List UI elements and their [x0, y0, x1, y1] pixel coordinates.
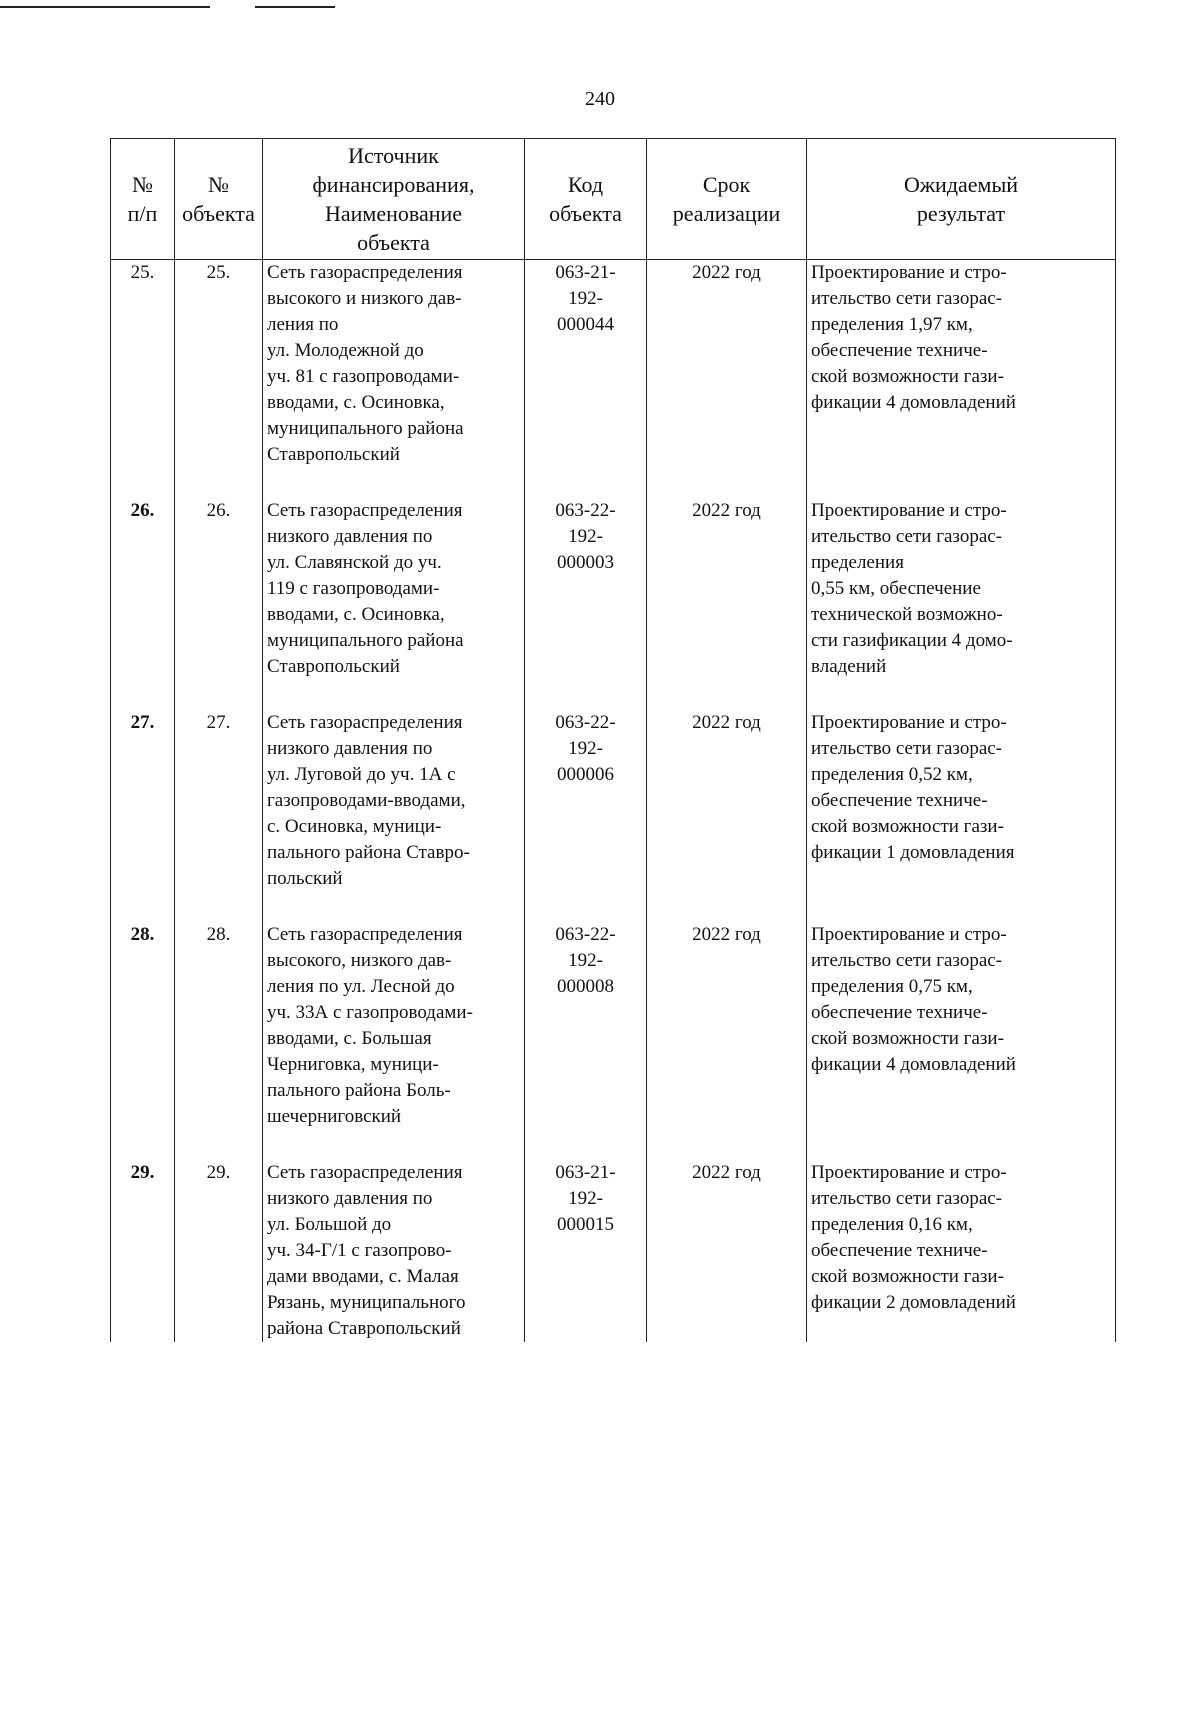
header-object-num — [175, 139, 263, 260]
expected-result-line: обеспечение техниче- — [811, 1002, 988, 1023]
object-number: 27. — [175, 710, 263, 922]
implementation-term: 2022 год — [647, 1160, 807, 1342]
expected-result-line: пределения 0,52 км, — [811, 764, 973, 785]
expected-result-line: обеспечение техниче- — [811, 790, 988, 811]
row-number: 27. — [111, 710, 175, 922]
scan-artifact-line — [255, 6, 335, 8]
expected-result-line: фикации 2 домовладений — [811, 1292, 1016, 1313]
implementation-term: 2022 год — [647, 710, 807, 922]
object-name-line: ления по — [267, 314, 339, 335]
object-code-line: 000008 — [557, 976, 614, 997]
expected-result-line: фикации 4 домовладений — [811, 1054, 1016, 1075]
expected-result-line: 0,55 км, обеспечение — [811, 578, 981, 599]
object-code-line: 063-22- — [555, 924, 616, 945]
object-code-line: 192- — [568, 1188, 603, 1209]
object-name-line: Рязань, муниципального — [267, 1292, 466, 1313]
object-code — [525, 922, 647, 1160]
row-number: 29. — [111, 1160, 175, 1342]
object-name-line: вводами, с. Осиновка, — [267, 392, 445, 413]
expected-result-line: обеспечение техниче- — [811, 340, 988, 361]
object-name-line: уч. 81 с газопроводами- — [267, 366, 460, 387]
object-name — [263, 498, 525, 710]
expected-result-line: пределения 0,75 км, — [811, 976, 973, 997]
object-name-line: пального района Ставро- — [267, 842, 470, 863]
expected-result-line: технической возможно- — [811, 604, 1003, 625]
expected-result-line: ительство сети газорас- — [811, 950, 1003, 971]
object-code — [525, 710, 647, 922]
object-name-line: муниципального района — [267, 418, 464, 439]
table-row — [111, 498, 1116, 710]
object-name-line: района Ставропольский — [267, 1318, 461, 1339]
object-name-line: с. Осиновка, муници- — [267, 816, 442, 837]
expected-result-line: владений — [811, 656, 887, 677]
expected-result-line: сти газификации 4 домо- — [811, 630, 1013, 651]
expected-result-line: обеспечение техниче- — [811, 1240, 988, 1261]
header-label-line: финансирования, — [312, 172, 475, 197]
header-row — [111, 139, 1116, 260]
object-code-line: 192- — [568, 738, 603, 759]
header-label-line: № — [132, 172, 153, 197]
expected-result-line: ской возможности гази- — [811, 1266, 1004, 1287]
object-name-line: Сеть газораспределения — [267, 1162, 463, 1183]
object-name-line: вводами, с. Большая — [267, 1028, 432, 1049]
header-label-line: реализации — [672, 201, 781, 226]
object-code-line: 000015 — [557, 1214, 614, 1235]
object-name-line: газопроводами-вводами, — [267, 790, 466, 811]
expected-result — [807, 1160, 1116, 1342]
expected-result-line: ской возможности гази- — [811, 366, 1004, 387]
expected-result-line: ской возможности гази- — [811, 816, 1004, 837]
header-label-line: объекта — [357, 230, 430, 255]
object-name-line: ул. Славянской до уч. — [267, 552, 442, 573]
object-code — [525, 498, 647, 710]
object-name-line: польский — [267, 868, 343, 889]
header-label-line: Код — [567, 172, 604, 197]
object-name-line: Ставропольский — [267, 444, 400, 465]
expected-result-line: ской возможности гази- — [811, 1028, 1004, 1049]
object-number: 25. — [175, 260, 263, 499]
header-num — [111, 139, 175, 260]
header-label-line: объекта — [549, 201, 622, 226]
object-name-line: Черниговка, муници- — [267, 1054, 439, 1075]
object-number: 28. — [175, 922, 263, 1160]
expected-result-line: Проектирование и стро- — [811, 500, 1007, 521]
row-number: 25. — [111, 260, 175, 499]
row-number: 26. — [111, 498, 175, 710]
expected-result-line: пределения 0,16 км, — [811, 1214, 973, 1235]
object-code-line: 192- — [568, 288, 603, 309]
header-label-line: № — [208, 172, 229, 197]
object-code-line: 192- — [568, 526, 603, 547]
expected-result-line: Проектирование и стро- — [811, 262, 1007, 283]
object-code-line: 192- — [568, 950, 603, 971]
expected-result-line: ительство сети газорас- — [811, 1188, 1003, 1209]
expected-result-line: Проектирование и стро- — [811, 924, 1007, 945]
expected-result — [807, 260, 1116, 499]
object-name-line: низкого давления по — [267, 1188, 433, 1209]
expected-result — [807, 922, 1116, 1160]
object-name-line: высокого, низкого дав- — [267, 950, 452, 971]
object-name-line: пального района Боль- — [267, 1080, 451, 1101]
header-name — [263, 139, 525, 260]
object-code — [525, 1160, 647, 1342]
implementation-term: 2022 год — [647, 922, 807, 1160]
table-row — [111, 1160, 1116, 1342]
header-label-line: п/п — [127, 201, 158, 226]
object-name-line: высокого и низкого дав- — [267, 288, 462, 309]
object-name-line: Сеть газораспределения — [267, 924, 463, 945]
object-name-line: ул. Луговой до уч. 1А с — [267, 764, 456, 785]
object-name-line: уч. 34-Г/1 с газопрово- — [267, 1240, 452, 1261]
scan-artifact-line — [0, 6, 210, 8]
table-row — [111, 922, 1116, 1160]
object-name-line: низкого давления по — [267, 738, 433, 759]
object-name — [263, 710, 525, 922]
object-code-line: 063-21- — [555, 1162, 616, 1183]
header-term — [647, 139, 807, 260]
implementation-term: 2022 год — [647, 260, 807, 499]
header-label-line: объекта — [182, 201, 255, 226]
table-row — [111, 260, 1116, 499]
expected-result-line: фикации 4 домовладений — [811, 392, 1016, 413]
object-name-line: ул. Молодежной до — [267, 340, 424, 361]
header-label-line: Срок — [702, 172, 751, 197]
object-name-line: Ставропольский — [267, 656, 400, 677]
object-name-line: ул. Большой до — [267, 1214, 392, 1235]
expected-result-line: Проектирование и стро- — [811, 712, 1007, 733]
expected-result-line: пределения — [811, 552, 904, 573]
expected-result — [807, 498, 1116, 710]
row-number: 28. — [111, 922, 175, 1160]
expected-result-line: фикации 1 домовладения — [811, 842, 1015, 863]
gas-network-table — [110, 138, 1116, 1342]
object-name-line: дами вводами, с. Малая — [267, 1266, 459, 1287]
expected-result-line: Проектирование и стро- — [811, 1162, 1007, 1183]
implementation-term: 2022 год — [647, 498, 807, 710]
object-name-line: Сеть газораспределения — [267, 712, 463, 733]
object-code-line: 000003 — [557, 552, 614, 573]
object-code-line: 063-22- — [555, 712, 616, 733]
object-code-line: 063-22- — [555, 500, 616, 521]
object-name-line: шечерниговский — [267, 1106, 402, 1127]
object-name-line: Сеть газораспределения — [267, 500, 463, 521]
header-label-line: результат — [916, 201, 1006, 226]
object-code-line: 000006 — [557, 764, 614, 785]
object-name-line: низкого давления по — [267, 526, 433, 547]
object-name — [263, 260, 525, 499]
object-name-line: ления по ул. Лесной до — [267, 976, 455, 997]
table-header — [111, 139, 1116, 260]
expected-result-line: пределения 1,97 км, — [811, 314, 973, 335]
object-number: 26. — [175, 498, 263, 710]
object-name-line: вводами, с. Осиновка, — [267, 604, 445, 625]
object-name — [263, 922, 525, 1160]
object-name-line: 119 с газопроводами- — [267, 578, 440, 599]
header-label-line: Наименование — [324, 201, 463, 226]
expected-result-line: ительство сети газорас- — [811, 288, 1003, 309]
table-body — [111, 260, 1116, 1343]
header-label-line: Источник — [348, 143, 439, 168]
header-code — [525, 139, 647, 260]
object-name-line: Сеть газораспределения — [267, 262, 463, 283]
expected-result-line: ительство сети газорас- — [811, 738, 1003, 759]
expected-result-line: ительство сети газорас- — [811, 526, 1003, 547]
object-name — [263, 1160, 525, 1342]
table-row — [111, 710, 1116, 922]
object-name-line: уч. 33А с газопроводами- — [267, 1002, 473, 1023]
object-number: 29. — [175, 1160, 263, 1342]
object-code — [525, 260, 647, 499]
header-result — [807, 139, 1116, 260]
header-label-line: Ожидаемый — [903, 172, 1019, 197]
object-code-line: 063-21- — [555, 262, 616, 283]
object-code-line: 000044 — [557, 314, 614, 335]
expected-result — [807, 710, 1116, 922]
page-number: 240 — [585, 88, 615, 110]
object-name-line: муниципального района — [267, 630, 464, 651]
